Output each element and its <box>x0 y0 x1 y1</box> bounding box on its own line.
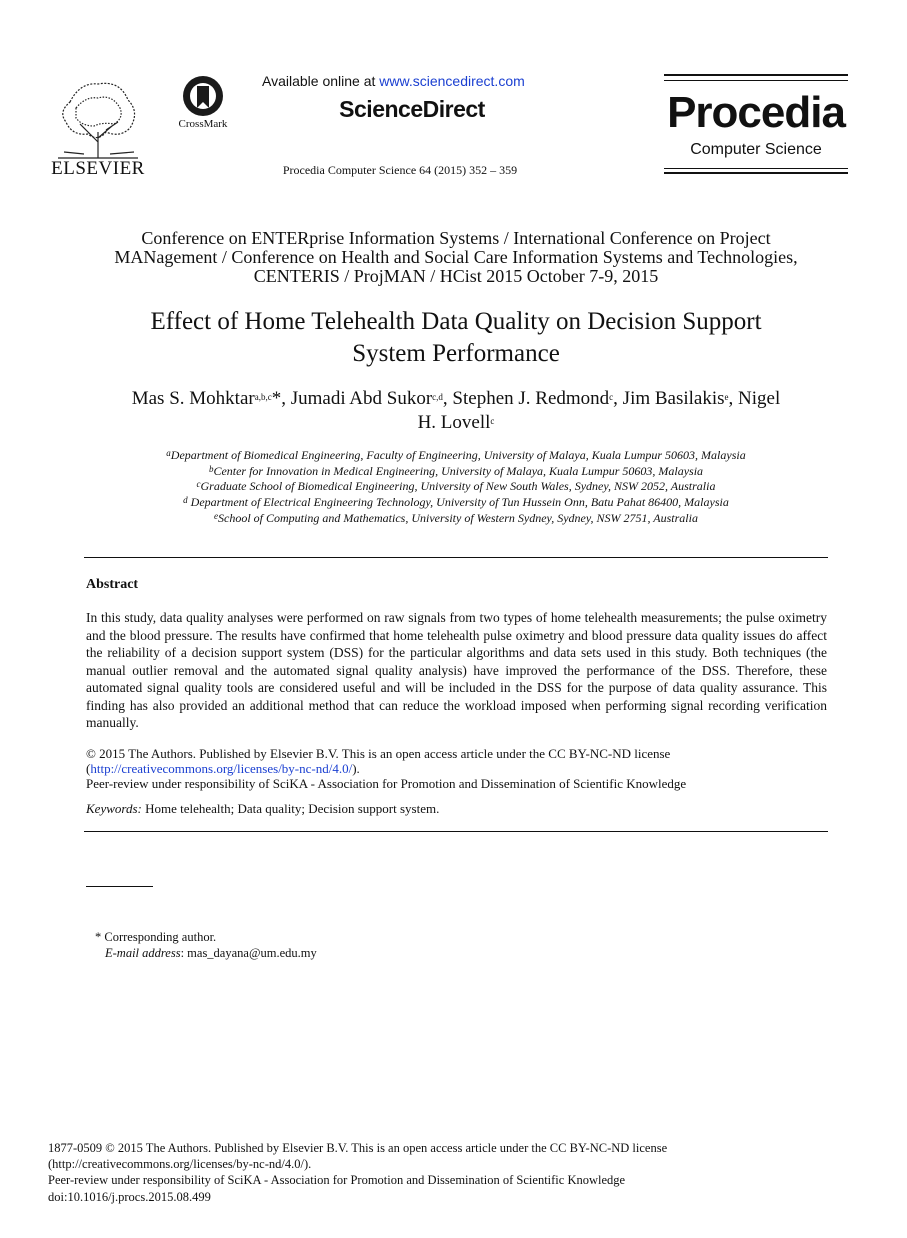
author-affil-sup: c <box>490 416 495 426</box>
affiliation-item <box>80 495 832 511</box>
footer-line: 1877-0509 © 2015 The Authors. Published by Elsevier B.V. This is an open access article under the CC BY-NC-ND license <box>48 1141 668 1155</box>
available-online <box>262 73 562 89</box>
email-label: E-mail address <box>105 946 181 960</box>
procedia-bottom-rule <box>664 168 848 169</box>
abstract-body: In this study, data quality analyses were performed on raw signals from two types of home telehealth measurements; the pulse oximetry and the blood pressure. The results have confirmed that home telehealth pulse oximetry and blood pressure data quality issues do affect the reliability of a decision support system (DSS) for the particular algorithms and data sets used in this study. Both techniques (the manual outlier removal and the automated signal quality analysis) have improved the performance of the DSS. Therefore, these automated signal quality tools are considered useful and will be included in the DSS for the purpose of data quality assurance. This finding has also provided an additional method that can reduce the workload imposed when performing signal recording verification manually. <box>86 610 827 730</box>
paren: ( <box>86 761 91 776</box>
procedia-subtitle: Computer Science <box>690 141 822 158</box>
author-affil-sup: c <box>609 392 614 402</box>
keywords <box>86 801 827 817</box>
author-affil-sup: a,b,c <box>254 392 272 402</box>
procedia-top-rule <box>664 74 848 76</box>
available-prefix: Available online at <box>262 73 380 89</box>
crossmark-label: CrossMark <box>178 118 228 130</box>
author-separator: , <box>442 388 453 409</box>
procedia-brand: Procedia <box>667 88 845 137</box>
affiliation-text: Center for Innovation in Medical Engineering, University of Malaya, Kuala Lumpur 50603, Malaysia <box>213 463 704 478</box>
author-separator: , Nigel <box>728 388 781 409</box>
footer-line: (http://creativecommons.org/licenses/by-nc-nd/4.0/). <box>48 1157 312 1172</box>
affiliation-list <box>80 448 832 527</box>
corresponding-author: * Corresponding author. <box>95 930 217 944</box>
conference-line: CENTERIS / ProjMAN / HCist 2015 October 7-9, 2015 <box>253 266 659 286</box>
author-name: Jumadi Abd Sukor <box>290 388 433 409</box>
affiliation-sup: e <box>214 510 219 521</box>
author-name: H. Lovell <box>417 412 491 433</box>
affiliation-sup: d <box>183 495 188 506</box>
publisher-name: ELSEVIER <box>51 158 145 179</box>
abstract-heading: Abstract <box>86 577 139 592</box>
title-line: System Performance <box>352 340 560 367</box>
author-name: Jim Basilakis <box>622 388 725 409</box>
author-list <box>80 387 832 435</box>
title-line: Effect of Home Telehealth Data Quality on Decision Support <box>150 308 762 335</box>
affiliation-sup: c <box>196 479 201 490</box>
affiliation-item <box>80 464 832 480</box>
affiliation-text: Department of Biomedical Engineering, Faculty of Engineering, University of Malaya, Kuala Lumpur 50603, Malaysia <box>170 448 746 462</box>
affiliation-item <box>80 511 832 527</box>
author-name: Mas S. Mohktar <box>131 388 255 409</box>
license-block <box>86 746 827 791</box>
email-address[interactable]: : mas_dayana@um.edu.my <box>180 946 317 960</box>
corresponding-footnote <box>95 929 317 961</box>
paren: ). <box>352 761 360 776</box>
author-name: Stephen J. Redmond <box>452 388 610 409</box>
corresponding-mark: * <box>271 388 282 409</box>
author-affil-sup: c,d <box>432 392 443 402</box>
section-divider <box>84 831 828 832</box>
affiliation-text: Graduate School of Biomedical Engineering, University of New South Wales, Sydney, NSW 2052, Australia <box>200 479 716 494</box>
affiliation-sup: b <box>208 463 214 474</box>
affiliation-sup: a <box>166 448 171 458</box>
journal-citation: Procedia Computer Science 64 (2015) 352 – 359 <box>282 163 518 177</box>
platform-name: ScienceDirect <box>339 96 485 122</box>
peer-review-text: Peer-review under responsibility of SciKA - Association for Promotion and Dissemination of Scientific Knowledge <box>86 776 687 791</box>
keywords-label: Keywords: <box>86 801 142 816</box>
license-link-line <box>86 761 827 776</box>
procedia-bottom-rule-2 <box>664 172 848 174</box>
license-link[interactable]: http://creativecommons.org/licenses/by-nc-nd/4.0/ <box>90 761 353 776</box>
affiliation-item <box>80 479 832 495</box>
author-separator: , <box>613 388 623 409</box>
procedia-top-rule-2 <box>664 80 848 81</box>
conference-line: MANagement / Conference on Health and Social Care Information Systems and Technologies, <box>114 247 798 267</box>
footer-line: Peer-review under responsibility of SciKA - Association for Promotion and Dissemination of Scientific Knowledge <box>48 1173 626 1188</box>
conference-line: Conference on ENTERprise Information Systems / International Conference on Project <box>141 228 771 248</box>
keywords-text: Home telehealth; Data quality; Decision support system. <box>141 801 440 816</box>
page-footer <box>48 1140 848 1205</box>
affiliation-text: School of Computing and Mathematics, University of Western Sydney, Sydney, NSW 2751, Australia <box>218 510 698 525</box>
conference-info <box>80 229 832 286</box>
author-separator: , <box>281 388 291 409</box>
license-text: © 2015 The Authors. Published by Elsevier B.V. This is an open access article under the CC BY-NC-ND license <box>86 746 671 761</box>
doi: doi:10.1016/j.procs.2015.08.499 <box>48 1189 211 1204</box>
email-line <box>95 945 317 961</box>
sciencedirect-link[interactable]: www.sciencedirect.com <box>379 73 525 89</box>
section-divider <box>84 557 828 558</box>
footnote-rule <box>86 886 153 887</box>
paper-title <box>80 306 832 370</box>
affiliation-item <box>80 448 832 464</box>
affiliation-text: Department of Electrical Engineering Technology, University of Tun Hussein Onn, Batu Pahat 86400, Malaysia <box>187 495 729 510</box>
author-affil-sup: e <box>724 392 729 402</box>
